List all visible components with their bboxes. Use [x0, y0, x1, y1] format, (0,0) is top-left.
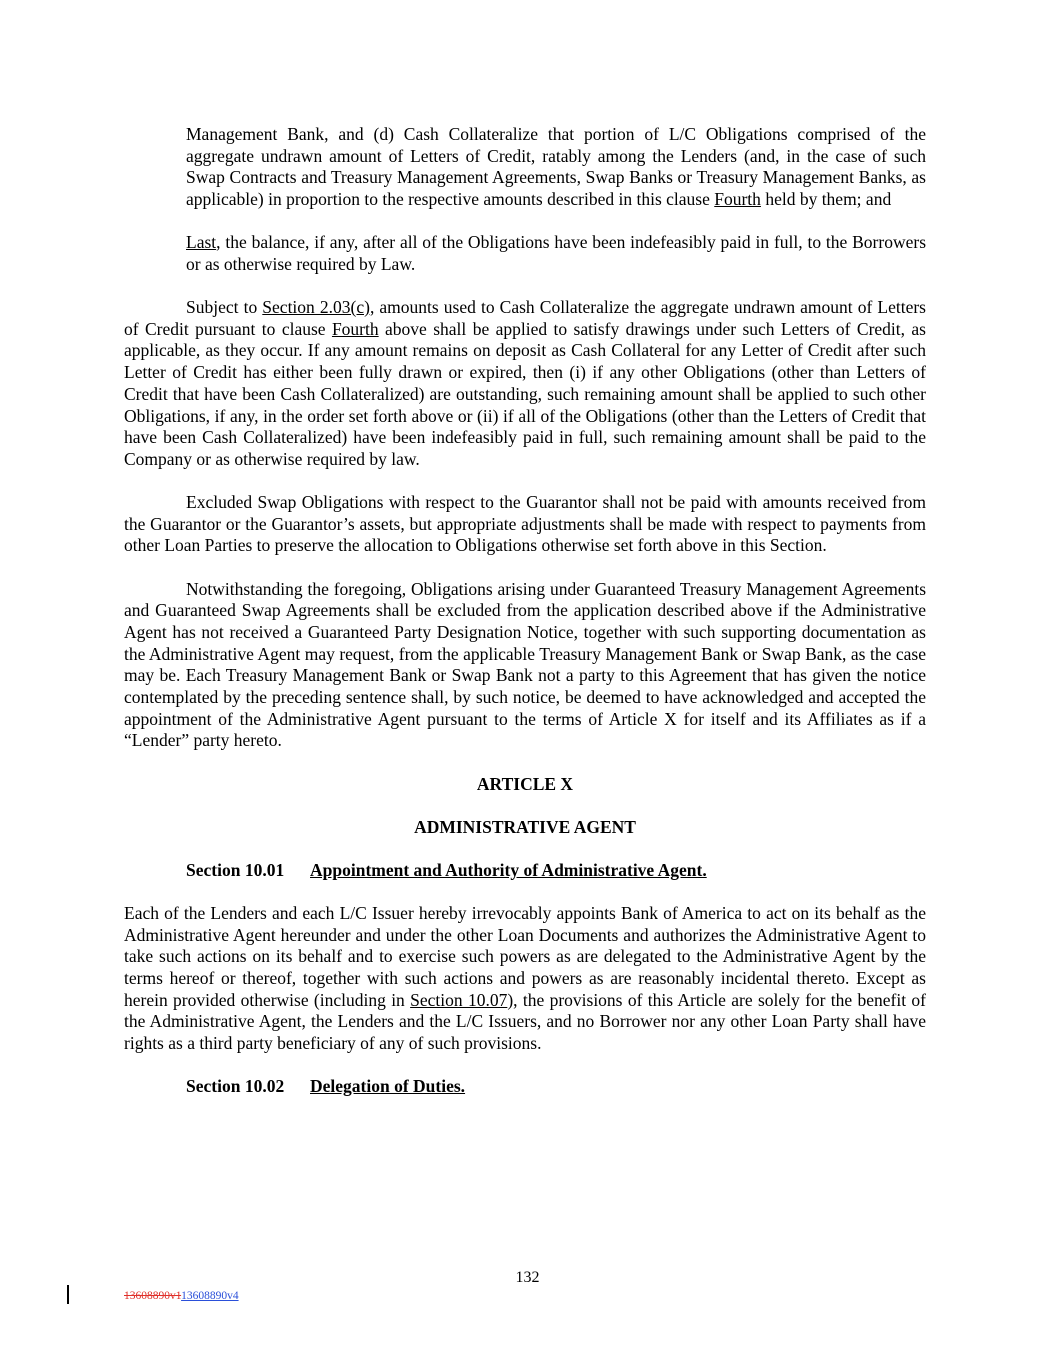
paragraph-appointment: Each of the Lenders and each L/C Issuer hereby irrevocably appoints Bank of America to act on its behalf as the Administrative Agent hereunder and under the other Loan Documents and authorizes the Administrative Agent to take such actions on its behalf and to exercise such powers as are delegated to the Administrative Agent by the terms hereof or thereof, together with such actions and powers as are reasonably incidental thereto. Except as herein provided otherwise (including in Section 10.07), the provisions of this Article are solely for the benefit of the Administrative Agent, the Lenders and the L/C Issuers, and no Borrower nor any other Loan Party shall have rights as a third party beneficiary of any of such provisions.	[124, 902, 927, 1054]
paragraph-clause-last: Last, the balance, if any, after all of the Obligations have been indefeasibly paid in full, to the Borrowers or as otherwise required by Law.	[186, 232, 926, 274]
section-10-02-heading	[186, 1076, 926, 1098]
document-body	[124, 124, 926, 1119]
doc-id-deleted: 13608890v1	[124, 1290, 182, 1302]
page-number: 132	[515, 1269, 540, 1286]
clause-last-ref: Last	[186, 232, 217, 253]
section-title: Appointment and Authority of Administrative Agent.	[310, 859, 707, 880]
section-10-01-heading	[186, 860, 926, 882]
section-title: Delegation of Duties.	[310, 1076, 466, 1097]
clause-fourth-ref: Fourth	[714, 189, 761, 210]
clause-fourth-ref-2: Fourth	[331, 318, 379, 339]
section-10-07-ref: Section 10.07	[410, 989, 508, 1010]
paragraph-excluded-swap: Excluded Swap Obligations with respect to the Guarantor shall not be paid with amounts received from the Guarantor or the Guarantor’s assets, but appropriate adjustments shall be made with respect to payments from other Loan Parties to preserve the allocation to Obligations otherwise set forth above in this Section.	[124, 492, 926, 556]
article-subtitle: ADMINISTRATIVE AGENT	[414, 816, 636, 837]
paragraph-notwithstanding: Notwithstanding the foregoing, Obligations arising under Guaranteed Treasury Management Agreements and Guaranteed Swap Agreements shall be excluded from the application described above if the Administrative Agent has not received a Guaranteed Party Designation Notice, together with such supporting documentation as the Administrative Agent may request, from the applicable Treasury Management Bank or Swap Bank, as the case may be. Each Treasury Management Bank or Swap Bank not a party to this Agreement that has given the notice contemplated by the preceding sentence shall, by such notice, be deemed to have acknowledged and accepted the appointment of the Administrative Agent pursuant to the terms of Article X for itself and its Affiliates as if a “Lender” party hereto.	[124, 578, 926, 751]
section-number: Section 10.02	[186, 1076, 285, 1097]
doc-id-inserted: 13608890v4	[181, 1290, 239, 1302]
section-number: Section 10.01	[186, 859, 285, 880]
document-id	[124, 1289, 239, 1303]
section-2-03c-ref: Section 2.03(c)	[262, 297, 370, 317]
paragraph-clause-fourth: Management Bank, and (d) Cash Collateralize that portion of L/C Obligations comprised of the aggregate undrawn amount of Letters of Credit, ratably among the Lenders (and, in the case of such Swap Contracts and Treasury Management Agreements, Swap Banks or Treasury Management Banks, as applicable) in proportion to the respective amounts described in this clause Fourth held by them; and	[186, 124, 926, 210]
paragraph-cash-collateral: Subject to Section 2.03(c), amounts used to Cash Collateralize the aggregate undrawn amount of Letters of Credit pursuant to clause Fourth above shall be applied to satisfy drawings under such Letters of Credit, as applicable, as they occur. If any amount remains on deposit as Cash Collateral for any Letter of Credit after such Letter of Credit has either been fully drawn or expired, then (i) if any other Obligations (other than Letters of Credit that have been Cash Collateralized) are outstanding, such remaining amount shall be applied to such other Obligations, if any, in the order set forth above or (ii) if all of the Obligations (other than the Letters of Credit that have been Cash Collateralized) have been indefeasibly paid in full, such remaining amount shall be paid to the Company or as otherwise required by law.	[124, 297, 926, 469]
article-title: ARTICLE X	[476, 773, 574, 794]
revision-change-bar	[67, 1285, 69, 1304]
